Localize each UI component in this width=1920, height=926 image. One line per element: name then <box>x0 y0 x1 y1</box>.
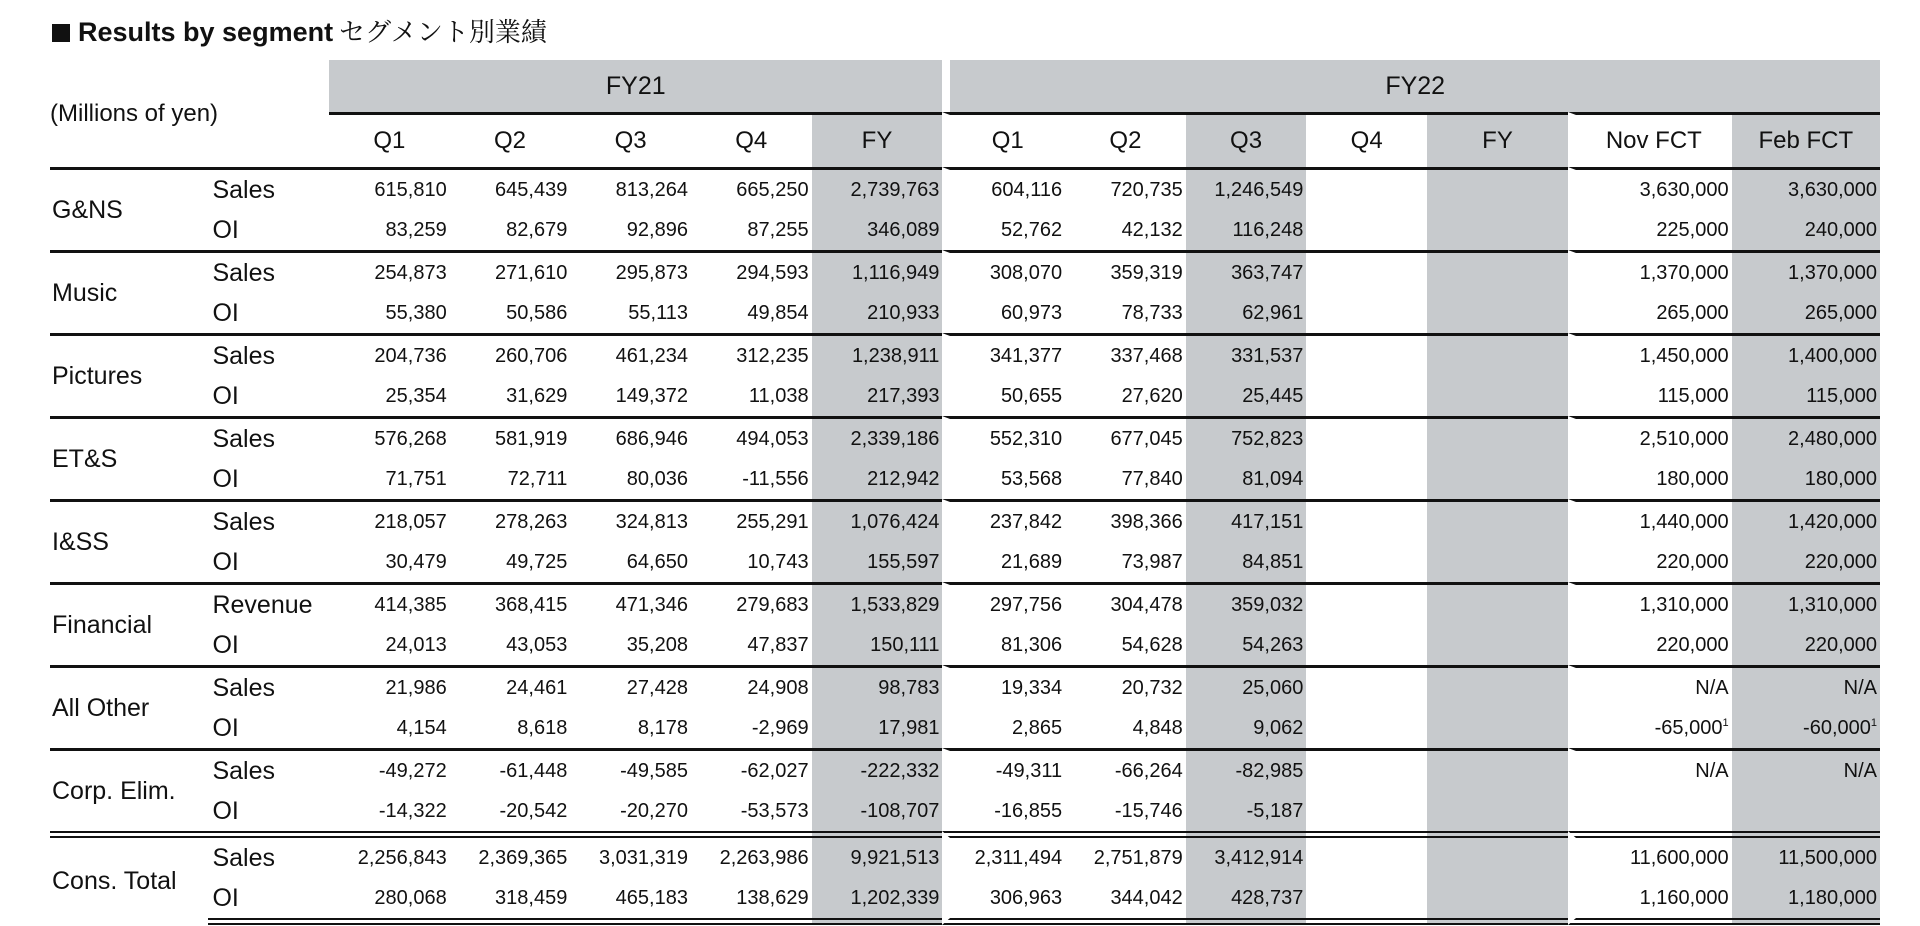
value-cell: -16,855 <box>942 791 1065 831</box>
table-row <box>50 791 1880 831</box>
value-cell: 3,630,000 <box>1568 167 1732 210</box>
value-cell: 297,756 <box>942 582 1065 625</box>
value-cell: 337,468 <box>1065 333 1186 376</box>
value-cell: -14,322 <box>378 799 447 822</box>
header-row-groups <box>50 60 1880 112</box>
value-cell: 8,618 <box>517 716 568 739</box>
value-cell: 25,060 <box>1186 665 1307 708</box>
value-cell: 81,094 <box>1186 459 1307 499</box>
value-cell: 30,479 <box>385 550 447 573</box>
value-cell <box>1306 878 1427 925</box>
metric-label: Sales <box>208 499 329 542</box>
value-cell: 359,032 <box>1186 582 1307 625</box>
value-cell <box>1427 625 1568 665</box>
value-cell <box>1568 791 1732 831</box>
value-cell <box>1427 333 1568 376</box>
metric-label: Sales <box>208 665 329 708</box>
metric-label: OI <box>212 630 239 659</box>
value-cell: 1,160,000 <box>1568 878 1732 925</box>
value-cell: 294,593 <box>691 250 812 293</box>
value-cell: 217,393 <box>812 376 943 416</box>
value-cell: 225,000 <box>1568 210 1732 250</box>
value-cell: 278,263 <box>450 499 571 542</box>
value-cell: 271,610 <box>450 250 571 293</box>
footnote-marker: 1 <box>1870 716 1877 729</box>
black-square-icon <box>52 24 70 42</box>
value-cell <box>1306 582 1427 625</box>
value-cell: 116,248 <box>1186 210 1307 250</box>
value-cell: 2,263,986 <box>691 831 812 878</box>
value-cell <box>1306 459 1427 499</box>
value-cell <box>1427 665 1568 708</box>
value-cell: 3,031,319 <box>570 831 691 878</box>
value-cell: -49,585 <box>570 748 691 791</box>
value-cell <box>1306 167 1427 210</box>
value-cell: 155,597 <box>812 542 943 582</box>
value-cell: 115,000 <box>1568 376 1732 416</box>
value-cell: 78,733 <box>1121 301 1183 324</box>
metric-label: OI <box>212 215 239 244</box>
value-cell <box>1306 210 1427 250</box>
value-cell: 60,973 <box>942 293 1065 333</box>
value-cell: 138,629 <box>691 878 812 925</box>
value-cell: 24,461 <box>450 665 571 708</box>
value-cell: -62,027 <box>691 748 812 791</box>
value-cell: 84,851 <box>1186 542 1307 582</box>
value-cell: 47,837 <box>747 633 809 656</box>
value-cell: 115,000 <box>1732 376 1880 416</box>
value-cell <box>1427 459 1568 499</box>
value-cell: -108,707 <box>812 791 943 831</box>
value-cell: 27,620 <box>1121 384 1183 407</box>
value-cell: 1,440,000 <box>1568 499 1732 542</box>
value-cell: 686,946 <box>570 416 691 459</box>
value-cell: 414,385 <box>329 582 450 625</box>
value-cell: 4,154 <box>396 716 447 739</box>
value-cell: 1,400,000 <box>1732 333 1880 376</box>
segment-name: G&NS <box>50 167 208 250</box>
table-body <box>50 167 1880 925</box>
metric-label: Sales <box>208 831 329 878</box>
value-cell: -222,332 <box>812 748 943 791</box>
segment-name: Corp. Elim. <box>50 748 208 831</box>
table-row <box>50 748 1880 791</box>
segment-name: Financial <box>50 582 208 665</box>
value-cell: 3,412,914 <box>1186 831 1307 878</box>
value-cell: -82,985 <box>1186 748 1307 791</box>
value-cell: 1,246,549 <box>1186 167 1307 210</box>
table-row <box>50 416 1880 459</box>
value-cell: 1,420,000 <box>1732 499 1880 542</box>
value-cell: 82,679 <box>506 218 568 241</box>
value-cell: N/A <box>1568 665 1732 708</box>
value-cell: 11,500,000 <box>1732 831 1880 878</box>
value-cell: -53,573 <box>740 799 809 822</box>
value-cell <box>1306 542 1427 582</box>
table-row <box>50 625 1880 665</box>
value-cell: 11,600,000 <box>1568 831 1732 878</box>
value-cell: 2,739,763 <box>812 167 943 210</box>
value-cell: 2,751,879 <box>1065 831 1186 878</box>
value-cell: 212,942 <box>812 459 943 499</box>
value-cell: 2,865 <box>942 708 1065 748</box>
value-cell <box>1427 878 1568 925</box>
metric-label: OI <box>212 464 239 493</box>
value-cell: 3,630,000 <box>1732 167 1880 210</box>
value-cell: 581,919 <box>450 416 571 459</box>
table-row <box>50 582 1880 625</box>
value-cell <box>1427 791 1568 831</box>
column-header: Q4 <box>1306 112 1427 167</box>
value-cell: 604,116 <box>942 167 1065 210</box>
table-row <box>50 878 1880 925</box>
value-cell: 83,259 <box>385 218 447 241</box>
value-cell: 2,256,843 <box>329 831 450 878</box>
value-cell: 240,000 <box>1732 210 1880 250</box>
value-cell <box>1306 333 1427 376</box>
value-cell: 31,629 <box>506 384 568 407</box>
value-cell: 265,000 <box>1732 293 1880 333</box>
segment-name: Pictures <box>50 333 208 416</box>
value-cell: 312,235 <box>691 333 812 376</box>
value-cell: -11,556 <box>742 467 809 490</box>
value-cell: -5,187 <box>1186 791 1307 831</box>
value-cell: 2,369,365 <box>450 831 571 878</box>
value-cell: 27,428 <box>570 665 691 708</box>
segment-name: Cons. Total <box>50 831 208 925</box>
value-cell: 2,339,186 <box>812 416 943 459</box>
column-header: Nov FCT <box>1568 112 1732 167</box>
value-cell: 180,000 <box>1568 459 1732 499</box>
metric-label: OI <box>212 796 239 825</box>
value-cell: 77,840 <box>1121 467 1183 490</box>
value-cell <box>1306 250 1427 293</box>
value-cell <box>1732 791 1880 831</box>
value-cell: 306,963 <box>942 878 1065 925</box>
section-title <box>52 14 547 51</box>
metric-label: Sales <box>208 167 329 210</box>
table-row <box>50 250 1880 293</box>
value-cell: 344,042 <box>1065 878 1186 925</box>
value-cell: 752,823 <box>1186 416 1307 459</box>
value-cell <box>1306 708 1427 748</box>
value-cell: -49,272 <box>329 748 450 791</box>
value-cell: 54,263 <box>1186 625 1307 665</box>
column-header: FY <box>812 112 943 167</box>
footnote-marker: 1 <box>1722 716 1729 729</box>
value-cell: 331,537 <box>1186 333 1307 376</box>
value-cell: 677,045 <box>1065 416 1186 459</box>
value-cell <box>1427 376 1568 416</box>
value-cell: 1,180,000 <box>1732 878 1880 925</box>
value-cell: 2,480,000 <box>1732 416 1880 459</box>
table-row <box>50 333 1880 376</box>
value-cell: 218,057 <box>329 499 450 542</box>
value-cell: 1,370,000 <box>1568 250 1732 293</box>
value-cell <box>1306 791 1427 831</box>
value-cell: N/A <box>1732 748 1880 791</box>
value-cell: 254,873 <box>329 250 450 293</box>
value-cell <box>1306 499 1427 542</box>
value-cell: 368,415 <box>450 582 571 625</box>
column-header: Q1 <box>329 112 450 167</box>
value-cell: 465,183 <box>570 878 691 925</box>
segment-results-table <box>50 60 1880 925</box>
column-header: FY <box>1427 112 1568 167</box>
value-cell: 1,533,829 <box>812 582 943 625</box>
table-row <box>50 459 1880 499</box>
value-cell <box>1306 665 1427 708</box>
value-cell <box>1427 293 1568 333</box>
value-cell: 54,628 <box>1121 633 1183 656</box>
value-cell: -61,448 <box>450 748 571 791</box>
value-cell: 55,113 <box>628 301 688 324</box>
value-cell: 1,310,000 <box>1732 582 1880 625</box>
value-cell: 49,725 <box>506 550 568 573</box>
value-cell: 341,377 <box>942 333 1065 376</box>
value-cell: 220,000 <box>1732 542 1880 582</box>
value-cell: 280,068 <box>329 878 450 925</box>
value-cell: 24,908 <box>691 665 812 708</box>
value-cell: 11,038 <box>748 384 809 407</box>
value-cell <box>1306 748 1427 791</box>
table-row <box>50 210 1880 250</box>
value-cell: 576,268 <box>329 416 450 459</box>
metric-label: OI <box>212 713 239 742</box>
table-row <box>50 167 1880 210</box>
segment-name: All Other <box>50 665 208 748</box>
value-cell: 8,178 <box>637 716 688 739</box>
table-row <box>50 293 1880 333</box>
segment-name: Music <box>50 250 208 333</box>
value-cell: 665,250 <box>691 167 812 210</box>
table-row <box>50 499 1880 542</box>
value-cell: 204,736 <box>329 333 450 376</box>
value-cell: -2,969 <box>751 716 809 739</box>
metric-label: Sales <box>208 416 329 459</box>
value-cell: 813,264 <box>570 167 691 210</box>
value-cell: 304,478 <box>1065 582 1186 625</box>
column-header: Q4 <box>691 112 812 167</box>
value-cell: 398,366 <box>1065 499 1186 542</box>
value-cell: 19,334 <box>942 665 1065 708</box>
metric-label: OI <box>212 298 239 327</box>
value-cell: 1,116,949 <box>812 250 943 293</box>
value-cell: -15,746 <box>1114 799 1183 822</box>
section-title-japanese: セグメント別業績 <box>339 18 547 48</box>
value-cell: 21,986 <box>329 665 450 708</box>
metric-label: Sales <box>208 748 329 791</box>
segment-name: I&SS <box>50 499 208 582</box>
value-cell: 220,000 <box>1568 542 1732 582</box>
value-cell: 308,070 <box>942 250 1065 293</box>
metric-label: Sales <box>208 333 329 376</box>
value-cell: 461,234 <box>570 333 691 376</box>
value-cell: 149,372 <box>615 384 688 407</box>
value-cell <box>1427 582 1568 625</box>
value-cell: 255,291 <box>691 499 812 542</box>
value-cell: 62,961 <box>1186 293 1307 333</box>
value-cell: 9,921,513 <box>812 831 943 878</box>
metric-label: OI <box>208 878 329 925</box>
table-row <box>50 542 1880 582</box>
value-cell: -20,542 <box>499 799 568 822</box>
value-cell: -20,270 <box>620 799 688 822</box>
value-cell: 346,089 <box>812 210 943 250</box>
value-cell: -66,264 <box>1065 748 1186 791</box>
table-row <box>50 376 1880 416</box>
value-cell: 43,053 <box>506 633 568 656</box>
value-cell <box>1427 210 1568 250</box>
value-cell: 87,255 <box>747 218 809 241</box>
value-cell: 10,743 <box>747 550 809 573</box>
value-cell: 237,842 <box>942 499 1065 542</box>
value-cell: 42,132 <box>1121 218 1183 241</box>
table-row <box>50 665 1880 708</box>
value-cell: 1,370,000 <box>1732 250 1880 293</box>
value-cell: 1,310,000 <box>1568 582 1732 625</box>
group-header-fy22: FY22 <box>942 60 1880 112</box>
value-cell <box>1306 416 1427 459</box>
value-cell <box>1427 542 1568 582</box>
value-cell: 428,737 <box>1186 878 1307 925</box>
value-cell: 50,586 <box>506 301 568 324</box>
value-cell <box>1306 831 1427 878</box>
value-cell: 220,000 <box>1568 625 1732 665</box>
value-cell: 615,810 <box>329 167 450 210</box>
value-cell: 81,306 <box>942 625 1065 665</box>
segment-name: ET&S <box>50 416 208 499</box>
column-header: Q2 <box>450 112 571 167</box>
value-cell: -60,000$^1$ <box>1732 708 1880 748</box>
units-label: (Millions of yen) <box>50 99 219 127</box>
value-cell <box>1427 167 1568 210</box>
value-cell: 71,751 <box>385 467 447 490</box>
value-cell: 64,650 <box>626 550 688 573</box>
value-cell: 417,151 <box>1186 499 1307 542</box>
value-cell: 471,346 <box>570 582 691 625</box>
value-cell <box>1427 708 1568 748</box>
value-cell: 2,311,494 <box>942 831 1065 878</box>
value-cell <box>1306 293 1427 333</box>
value-cell: 9,062 <box>1186 708 1307 748</box>
value-cell: 52,762 <box>942 210 1065 250</box>
value-cell: 180,000 <box>1732 459 1880 499</box>
value-cell: 1,076,424 <box>812 499 943 542</box>
value-cell: 25,354 <box>385 384 447 407</box>
value-cell: 20,732 <box>1065 665 1186 708</box>
column-header: Q2 <box>1065 112 1186 167</box>
table-row <box>50 831 1880 878</box>
value-cell: 98,783 <box>812 665 943 708</box>
value-cell: 73,987 <box>1121 550 1183 573</box>
value-cell: -49,311 <box>942 748 1065 791</box>
group-header-fy21: FY21 <box>329 60 942 112</box>
value-cell: N/A <box>1732 665 1880 708</box>
value-cell <box>1427 250 1568 293</box>
value-cell: 1,238,911 <box>812 333 943 376</box>
value-cell: 363,747 <box>1186 250 1307 293</box>
value-cell <box>1306 625 1427 665</box>
value-cell <box>1427 499 1568 542</box>
value-cell: 49,854 <box>747 301 809 324</box>
value-cell: 324,813 <box>570 499 691 542</box>
value-cell <box>1427 831 1568 878</box>
column-header: Feb FCT <box>1732 112 1880 167</box>
value-cell: 50,655 <box>942 376 1065 416</box>
value-cell: 1,202,339 <box>812 878 943 925</box>
value-cell: 72,711 <box>507 467 568 490</box>
value-cell <box>1427 748 1568 791</box>
metric-label: OI <box>212 381 239 410</box>
value-cell: 53,568 <box>942 459 1065 499</box>
value-cell: 260,706 <box>450 333 571 376</box>
value-cell <box>1427 416 1568 459</box>
value-cell: 265,000 <box>1568 293 1732 333</box>
table-row <box>50 708 1880 748</box>
value-cell: -65,000$^1$ <box>1568 708 1732 748</box>
metric-label: Revenue <box>208 582 329 625</box>
section-title-english: Results by segment <box>78 17 334 47</box>
column-header: Q1 <box>942 112 1065 167</box>
value-cell: 55,380 <box>385 301 447 324</box>
value-cell: 552,310 <box>942 416 1065 459</box>
value-cell: 318,459 <box>450 878 571 925</box>
value-cell: 295,873 <box>570 250 691 293</box>
value-cell: 720,735 <box>1065 167 1186 210</box>
value-cell: 2,510,000 <box>1568 416 1732 459</box>
value-cell: 220,000 <box>1732 625 1880 665</box>
value-cell: 25,445 <box>1186 376 1307 416</box>
value-cell: 21,689 <box>942 542 1065 582</box>
value-cell: 80,036 <box>626 467 688 490</box>
metric-label: OI <box>212 547 239 576</box>
value-cell: 359,319 <box>1065 250 1186 293</box>
value-cell: 279,683 <box>691 582 812 625</box>
value-cell: 92,896 <box>626 218 688 241</box>
value-cell: 1,450,000 <box>1568 333 1732 376</box>
column-header: Q3 <box>1186 112 1307 167</box>
value-cell: 35,208 <box>626 633 688 656</box>
value-cell: 210,933 <box>812 293 943 333</box>
value-cell: 645,439 <box>450 167 571 210</box>
metric-label: Sales <box>208 250 329 293</box>
value-cell: 150,111 <box>812 625 943 665</box>
value-cell: 17,981 <box>812 708 943 748</box>
value-cell: 4,848 <box>1132 716 1183 739</box>
value-cell <box>1306 376 1427 416</box>
column-header: Q3 <box>570 112 691 167</box>
value-cell: 494,053 <box>691 416 812 459</box>
value-cell: N/A <box>1568 748 1732 791</box>
value-cell: 24,013 <box>385 633 447 656</box>
